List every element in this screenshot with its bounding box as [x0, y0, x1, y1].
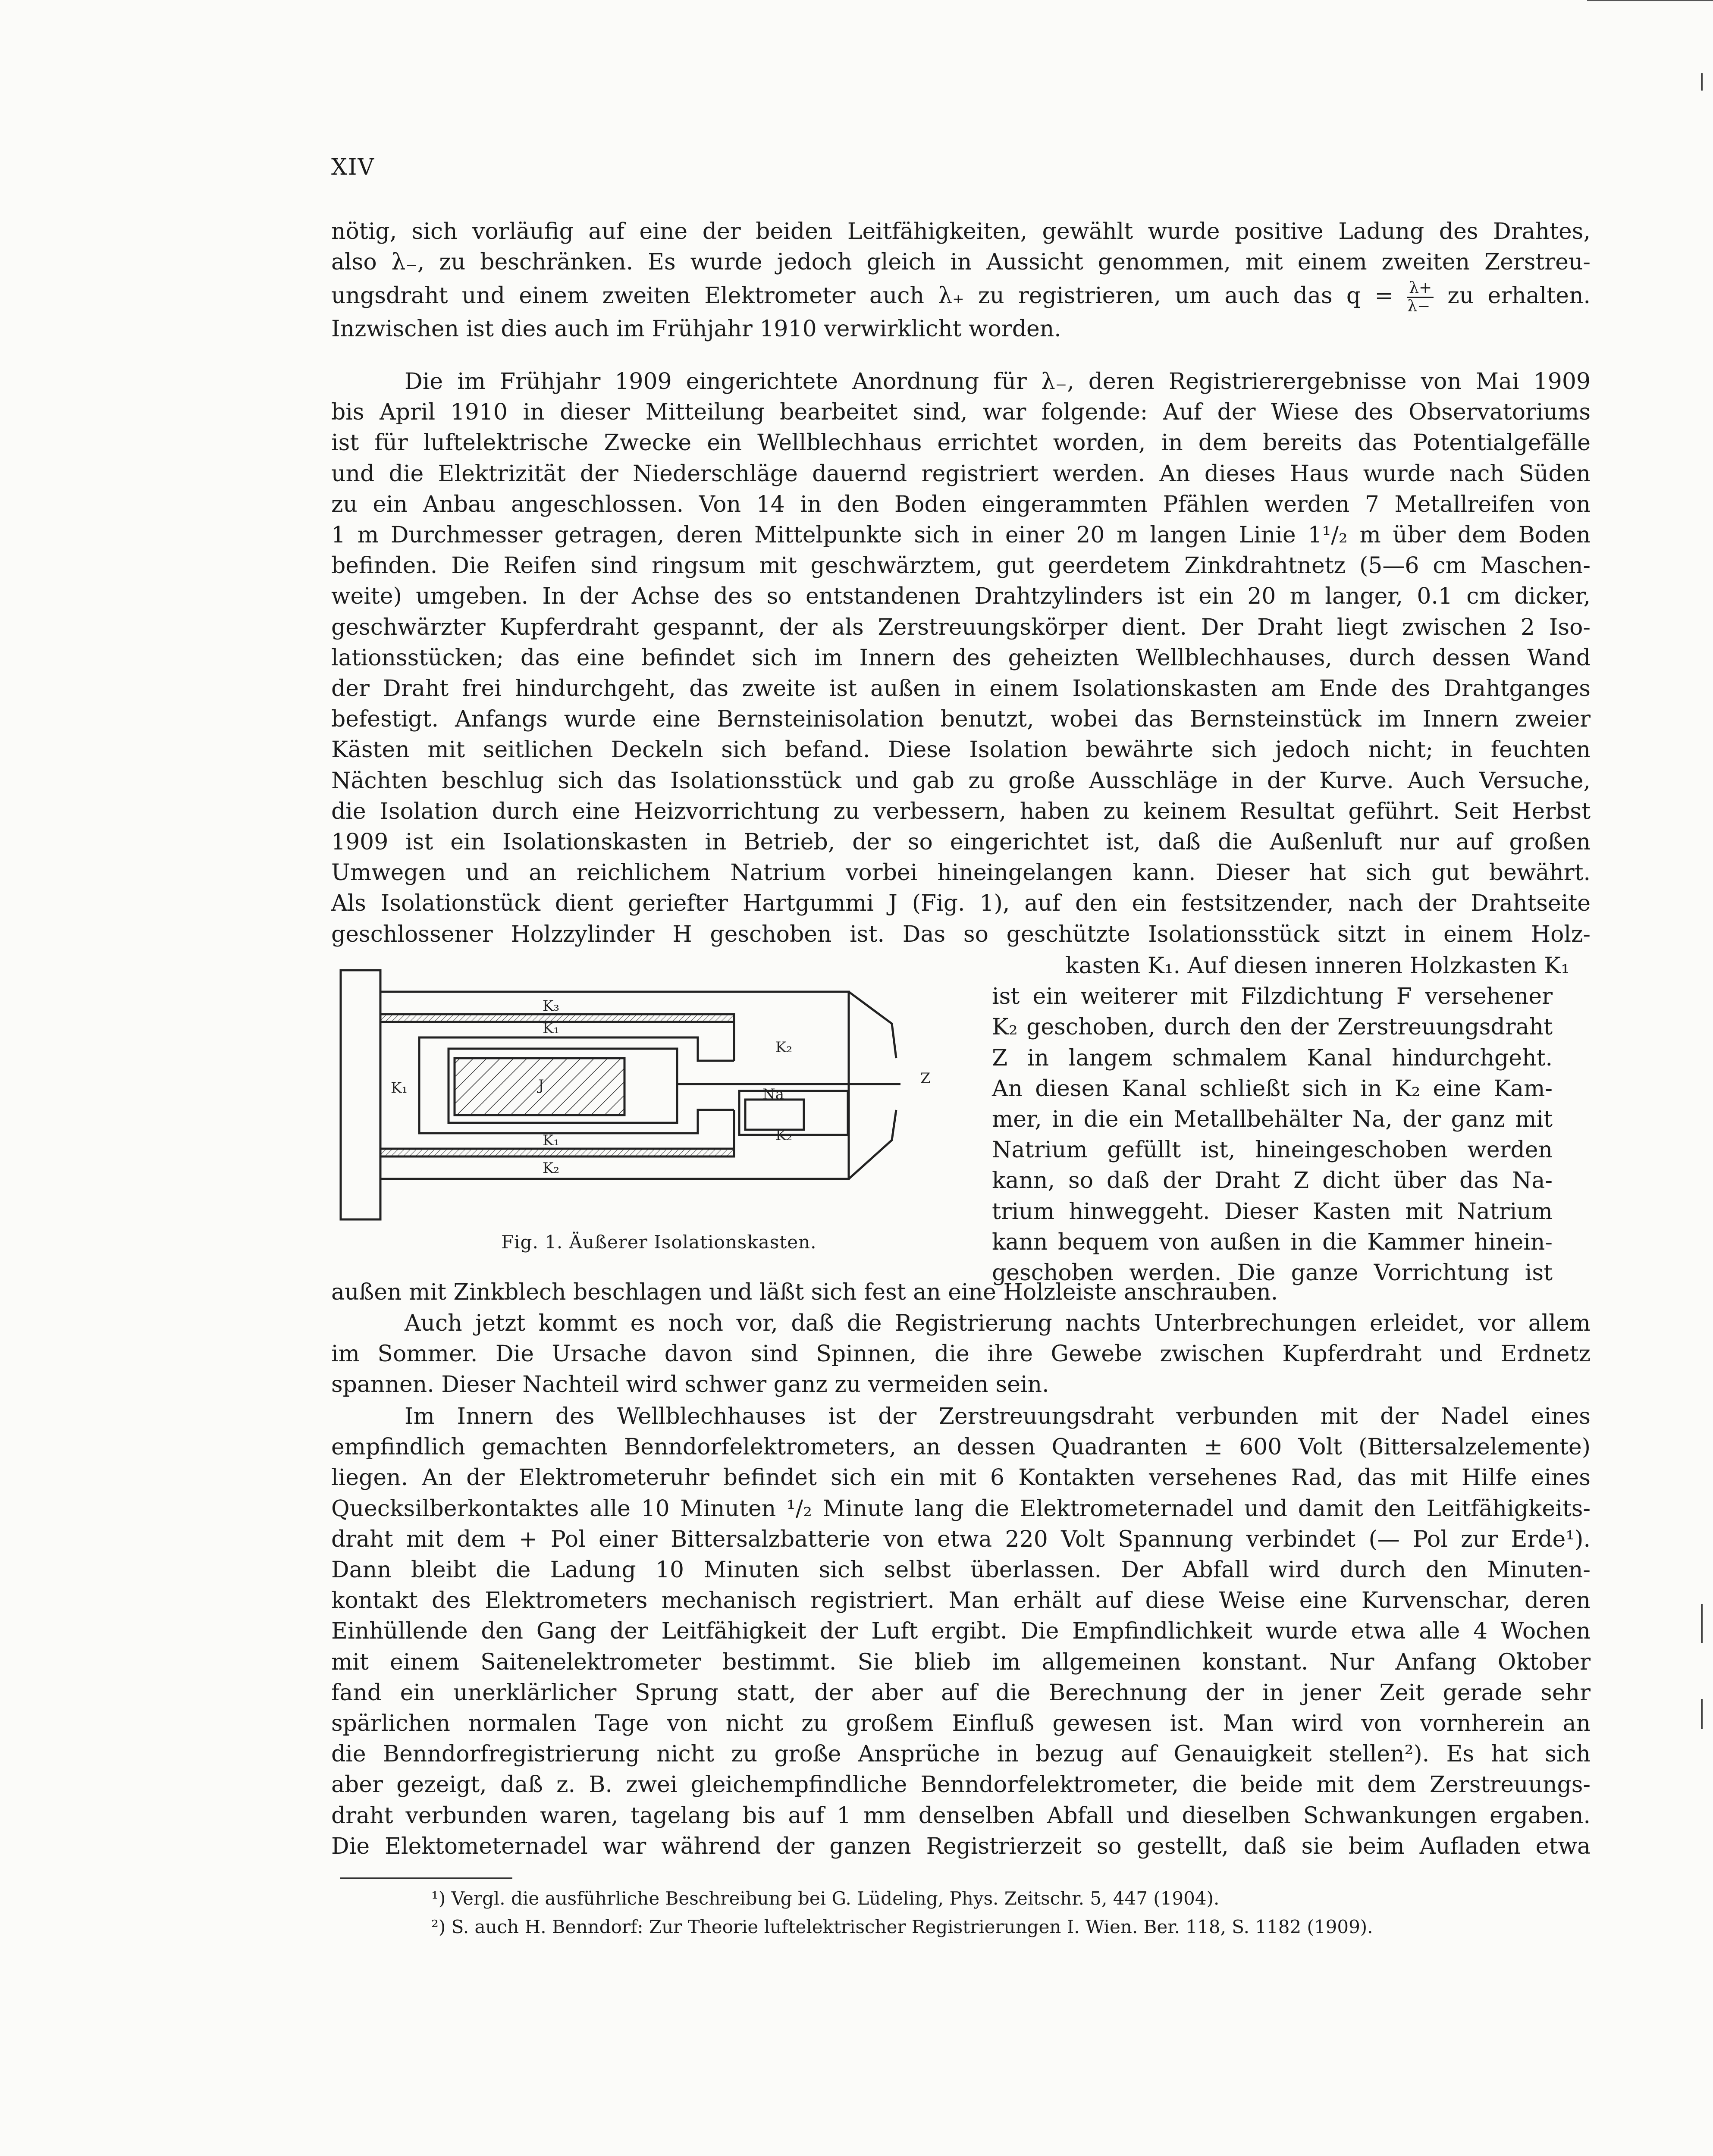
text-line: spärlichen normalen Tage von nicht zu großem Einfluß gewesen ist. Man wird von vornherein an	[331, 1711, 1591, 1737]
text-line: im Sommer. Die Ursache davon sind Spinnen, die ihre Gewebe zwischen Kupferdraht und Erdnetz	[331, 1341, 1591, 1367]
text-line: mit einem Saitenelektrometer bestimmt. Sie blieb im allgemeinen konstant. Nur Anfang Oktober	[331, 1649, 1591, 1675]
text-line: ist für luftelektrische Zwecke ein Wellblechhaus errichtet worden, in dem bereits das Potentialgefälle	[331, 430, 1591, 456]
text-line: geschoben werden. Die ganze Vorrichtung ist	[992, 1260, 1553, 1286]
scan-edge-mark	[1701, 1604, 1703, 1643]
figure-label: K₁	[543, 1020, 560, 1037]
text-line: 1909 ist ein Isolationskasten in Betrieb, der so eingerichtet ist, daß die Außenluft nur auf großen	[331, 829, 1591, 856]
figure-label: K₃	[543, 997, 560, 1015]
text-line: Im Innern des Wellblechhauses ist der Zerstreuungsdraht verbunden mit der Nadel eines	[405, 1404, 1591, 1429]
text-line: Quecksilberkontaktes alle 10 Minuten ¹/₂ Minute lang die Elektrometernadel und damit den Leitfähigkeits-	[331, 1495, 1591, 1522]
text-line: Natrium gefüllt ist, hineingeschoben werden	[992, 1137, 1553, 1163]
text-line: Inzwischen ist dies auch im Frühjahr 1910 verwirklicht worden.	[331, 316, 1061, 342]
figure-label: Na	[762, 1086, 784, 1103]
text-line: Als Isolationstück dient geriefter Hartgummi J (Fig. 1), auf den ein festsitzender, nach der Drahtseite	[331, 890, 1591, 917]
text-line: draht mit dem + Pol einer Bittersalzbatterie von etwa 220 Volt Spannung verbindet (— Pol zur Erde¹).	[331, 1526, 1591, 1552]
figure-label: K₁	[391, 1079, 408, 1097]
text-line: trium hinweggeht. Dieser Kasten mit Natrium	[992, 1198, 1553, 1225]
text-line: Nächten beschlug sich das Isolationsstück und gab zu große Ausschläge in der Kurve. Auch Versuche,	[331, 768, 1591, 794]
text-line: lationsstücken; das eine befindet sich im Innern des geheizten Wellblechhauses, durch dessen Wand	[331, 645, 1591, 671]
text-line: geschlossener Holzzylinder H geschoben ist. Das so geschützte Isolationsstück sitzt in einem Holz-	[331, 921, 1591, 947]
text-line: also λ₋, zu beschränken. Es wurde jedoch gleich in Aussicht genommen, mit einem zweiten Zerstreu-	[331, 249, 1591, 276]
paragraph-arrangement	[331, 367, 1591, 950]
figure-isolation-box	[336, 968, 973, 1221]
text-line: An diesen Kanal schließt sich in K₂ eine Kam-	[992, 1075, 1553, 1102]
footnote-rule	[340, 1877, 512, 1879]
figure-flap-bottom	[849, 1110, 896, 1179]
text-line: befestigt. Anfangs wurde eine Bernsteinisolation benutzt, wobei das Bernsteinstück im Innern zweier	[331, 706, 1591, 733]
text-line: Z in langem schmalem Kanal hindurchgeht.	[992, 1045, 1553, 1071]
text-line: der Draht frei hindurchgeht, das zweite ist außen in einem Isolationskasten am Ende des Drahtganges	[331, 676, 1591, 702]
text-line: Kästen mit seitlichen Deckeln sich befand. Diese Isolation bewährte sich jedoch nicht; in feuchten	[331, 737, 1591, 763]
figure-label: K₂	[543, 1159, 560, 1177]
text-line: zu ein Anbau angeschlossen. Von 14 in den Boden eingerammten Pfählen werden 7 Metallreifen von	[331, 491, 1591, 517]
text-line: mer, in die ein Metallbehälter Na, der ganz mit	[992, 1106, 1553, 1133]
figure-felt-bottom	[380, 1149, 734, 1156]
footnote: ²) S. auch H. Benndorf: Zur Theorie luftelektrischer Registrierungen I. Wien. Ber. 118, S. 1182 (1909).	[431, 1916, 1373, 1937]
formula-fraction	[1407, 279, 1434, 315]
paragraph-figure-end	[331, 1277, 1591, 1308]
text-line: kann, so daß der Draht Z dicht über das Na-	[992, 1168, 1553, 1194]
text-line: ist ein weiterer mit Filzdichtung F versehener	[992, 984, 1553, 1010]
text-line: die Isolation durch eine Heizvorrichtung zu verbessern, haben zu keinem Resultat geführt. Seit Herbst	[331, 798, 1591, 824]
text-segment: ungsdraht und einem zweiten Elektrometer auch λ₊ zu registrieren, um auch das q =	[331, 283, 1393, 309]
figure-label: K₁	[543, 1132, 560, 1149]
footnote: ¹) Vergl. die ausführliche Beschreibung bei G. Lüdeling, Phys. Zeitschr. 5, 447 (1904).	[431, 1888, 1220, 1909]
figure-wall	[341, 970, 380, 1219]
text-line: fand ein unerklärlicher Sprung statt, der aber auf die Berechnung der in jener Zeit gerade sehr	[331, 1680, 1591, 1706]
figure-label: Z	[920, 1070, 931, 1087]
text-line: liegen. An der Elektrometeruhr befindet sich ein mit 6 Kontakten versehenes Rad, das mit Hilfe eines	[331, 1465, 1591, 1491]
text-line-with-formula	[331, 278, 1591, 314]
text-line: befinden. Die Reifen sind ringsum mit geschwärztem, gut geerdetem Zinkdrahtnetz (5—6 cm Maschen-	[331, 553, 1591, 579]
figure-flap-top	[849, 992, 896, 1058]
text-line: bis April 1910 in dieser Mitteilung bearbeitet sind, war folgende: Auf der Wiese des Observatoriums	[331, 399, 1591, 426]
text-line: und die Elektrizität der Niederschläge dauernd registriert werden. An dieses Haus wurde nach Süden	[331, 461, 1591, 487]
text-line: außen mit Zinkblech beschlagen und läßt sich fest an eine Holzleiste anschrauben.	[331, 1279, 1278, 1305]
figure-sodium-container	[745, 1100, 804, 1130]
text-line: empfindlich gemachten Benndorfelektrometers, an dessen Quadranten ± 600 Volt (Bittersalzelemente)	[331, 1434, 1591, 1460]
fraction-denominator: λ−	[1407, 298, 1431, 316]
figure-sodium-chamber	[739, 1091, 848, 1135]
figure-label: K₂	[775, 1039, 793, 1056]
text-line: Die im Frühjahr 1909 eingerichtete Anordnung für λ₋, deren Registrierergebnisse von Mai 1909	[405, 369, 1591, 395]
text-line: Einhüllende den Gang der Leitfähigkeit der Luft ergibt. Die Empfindlichkeit wurde etwa alle 4 Wochen	[331, 1618, 1591, 1645]
text-line: kann bequem von außen in die Kammer hinein-	[992, 1229, 1553, 1255]
paragraph-intro	[331, 216, 1591, 345]
text-line: draht verbunden waren, tagelang bis auf 1 mm denselben Abfall und dieselben Schwankungen ergaben.	[331, 1802, 1591, 1829]
paragraph-spiders	[331, 1308, 1591, 1401]
figure-caption: Fig. 1. Äußerer Isolationskasten.	[501, 1232, 817, 1253]
text-line: weite) umgeben. In der Achse des so entstandenen Drahtzylinders ist ein 20 m langer, 0.1 cm dicker,	[331, 583, 1591, 610]
page-number: XIV	[331, 154, 375, 180]
text-line: 1 m Durchmesser getragen, deren Mittelpunkte sich in einer 20 m langen Linie 1¹/₂ m über dem Boden	[331, 522, 1591, 548]
paragraph-electrometer	[331, 1401, 1591, 1862]
text-segment: zu erhalten.	[1447, 283, 1591, 309]
fraction-numerator: λ+	[1407, 279, 1434, 298]
text-line: kasten K₁. Auf diesen inneren Holzkasten K₁	[1065, 953, 1570, 979]
text-line: nötig, sich vorläufig auf eine der beiden Leitfähigkeiten, gewählt wurde positive Ladung des Drahtes,	[331, 219, 1591, 244]
text-line: die Benndorfregistrierung nicht zu große Ansprüche in bezug auf Genauigkeit stellen²). Es hat sich	[331, 1741, 1591, 1767]
figure-label: J	[538, 1077, 544, 1094]
text-line: Die Elektometernadel war während der ganzen Registrierzeit so gestellt, daß sie beim Aufladen etwa	[331, 1833, 1591, 1859]
scan-edge-mark	[1701, 1699, 1703, 1729]
text-line: K₂ geschoben, durch den der Zerstreuungsdraht	[992, 1014, 1553, 1040]
text-line: geschwärzter Kupferdraht gespannt, der als Zerstreuungskörper dient. Der Draht liegt zwischen 2 Iso-	[331, 614, 1591, 640]
text-line: Dann bleibt die Ladung 10 Minuten sich selbst überlassen. Der Abfall wird durch den Minuten-	[331, 1557, 1591, 1583]
scan-edge-mark	[1701, 73, 1703, 91]
scan-edge-line	[1587, 0, 1713, 1]
text-line: spannen. Dieser Nachteil wird schwer ganz zu vermeiden sein.	[331, 1372, 1049, 1398]
text-line: Umwegen und an reichlichem Natrium vorbei hineingelangen kann. Dieser hat sich gut bewährt.	[331, 860, 1591, 886]
paragraph-beside-figure	[992, 951, 1570, 1288]
text-line: aber gezeigt, daß z. B. zwei gleichempfindliche Benndorfelektrometer, die beide mit dem Zerstreuungs-	[331, 1772, 1591, 1798]
text-line: Auch jetzt kommt es noch vor, daß die Registrierung nachts Unterbrechungen erleidet, vor allem	[405, 1310, 1591, 1336]
figure-label: K₂	[775, 1127, 793, 1144]
text-line: kontakt des Elektrometers mechanisch registriert. Man erhält auf diese Weise eine Kurvenschar, deren	[331, 1588, 1591, 1614]
